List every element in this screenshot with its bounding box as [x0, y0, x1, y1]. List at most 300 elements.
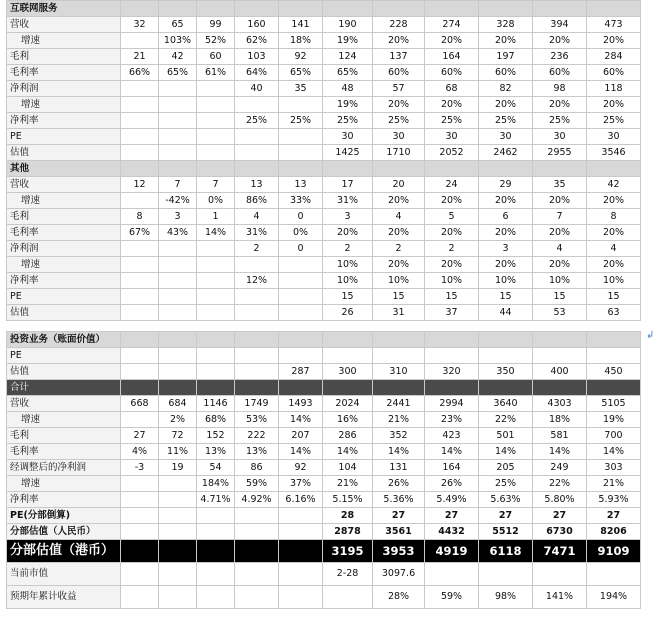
- table-cell[interactable]: 5512: [479, 524, 533, 540]
- table-cell[interactable]: 152: [197, 428, 235, 444]
- table-cell[interactable]: [159, 508, 197, 524]
- table-cell[interactable]: 205: [479, 460, 533, 476]
- table-cell[interactable]: 0: [279, 241, 323, 257]
- table-cell[interactable]: [121, 305, 159, 321]
- table-cell[interactable]: 0%: [279, 225, 323, 241]
- table-cell[interactable]: [197, 145, 235, 161]
- table-cell[interactable]: [235, 257, 279, 273]
- table-cell[interactable]: 2%: [159, 412, 197, 428]
- table-cell[interactable]: 7471: [533, 540, 587, 563]
- table-cell[interactable]: 1146: [197, 396, 235, 412]
- table-cell[interactable]: 23%: [425, 412, 479, 428]
- table-cell[interactable]: 184%: [197, 476, 235, 492]
- table-cell[interactable]: 2024: [323, 396, 373, 412]
- table-cell[interactable]: 394: [533, 17, 587, 33]
- table-cell[interactable]: 350: [479, 364, 533, 380]
- table-cell[interactable]: 118: [587, 81, 641, 97]
- table-cell[interactable]: [533, 321, 587, 332]
- table-cell[interactable]: 60%: [479, 65, 533, 81]
- table-cell[interactable]: [425, 348, 479, 364]
- table-cell[interactable]: [279, 145, 323, 161]
- table-cell[interactable]: 26: [323, 305, 373, 321]
- table-cell[interactable]: 1: [197, 209, 235, 225]
- table-cell[interactable]: [121, 257, 159, 273]
- table-cell[interactable]: [197, 332, 235, 348]
- table-cell[interactable]: [159, 364, 197, 380]
- table-cell[interactable]: 4: [587, 241, 641, 257]
- table-cell[interactable]: [279, 161, 323, 177]
- table-cell[interactable]: 20%: [587, 33, 641, 49]
- table-cell[interactable]: [159, 161, 197, 177]
- table-cell[interactable]: 581: [533, 428, 587, 444]
- table-cell[interactable]: [159, 129, 197, 145]
- table-cell[interactable]: 19%: [587, 412, 641, 428]
- table-cell[interactable]: 6730: [533, 524, 587, 540]
- table-cell[interactable]: 27: [425, 508, 479, 524]
- table-cell[interactable]: 2: [373, 241, 425, 257]
- table-cell[interactable]: 10%: [323, 273, 373, 289]
- row-label[interactable]: 净利率: [7, 273, 121, 289]
- table-cell[interactable]: [279, 321, 323, 332]
- row-label[interactable]: 净利润: [7, 81, 121, 97]
- row-label[interactable]: PE: [7, 129, 121, 145]
- table-cell[interactable]: 27: [587, 508, 641, 524]
- table-cell[interactable]: 44: [479, 305, 533, 321]
- table-cell[interactable]: 65%: [159, 65, 197, 81]
- table-cell[interactable]: [479, 563, 533, 586]
- table-cell[interactable]: [197, 129, 235, 145]
- table-cell[interactable]: 13: [235, 177, 279, 193]
- table-cell[interactable]: 31%: [235, 225, 279, 241]
- table-cell[interactable]: 62%: [235, 33, 279, 49]
- table-cell[interactable]: 1425: [323, 145, 373, 161]
- table-cell[interactable]: [279, 273, 323, 289]
- table-cell[interactable]: [235, 586, 279, 609]
- table-cell[interactable]: 5.80%: [533, 492, 587, 508]
- table-cell[interactable]: 137: [373, 49, 425, 65]
- table-cell[interactable]: 60: [197, 49, 235, 65]
- table-cell[interactable]: 18%: [533, 412, 587, 428]
- table-cell[interactable]: [587, 348, 641, 364]
- table-cell[interactable]: 5.36%: [373, 492, 425, 508]
- table-cell[interactable]: [587, 380, 641, 396]
- table-cell[interactable]: 20%: [587, 97, 641, 113]
- table-cell[interactable]: 27: [373, 508, 425, 524]
- table-cell[interactable]: 14%: [373, 444, 425, 460]
- table-cell[interactable]: [235, 380, 279, 396]
- table-cell[interactable]: 92: [279, 49, 323, 65]
- table-cell[interactable]: 7: [197, 177, 235, 193]
- table-cell[interactable]: [279, 1, 323, 17]
- table-cell[interactable]: [197, 241, 235, 257]
- table-cell[interactable]: 20: [373, 177, 425, 193]
- table-cell[interactable]: 5.63%: [479, 492, 533, 508]
- table-cell[interactable]: 20%: [533, 193, 587, 209]
- table-cell[interactable]: 2955: [533, 145, 587, 161]
- table-cell[interactable]: 20%: [425, 225, 479, 241]
- table-cell[interactable]: 5.15%: [323, 492, 373, 508]
- table-cell[interactable]: 284: [587, 49, 641, 65]
- table-cell[interactable]: 30: [533, 129, 587, 145]
- table-cell[interactable]: [235, 129, 279, 145]
- table-cell[interactable]: [121, 540, 159, 563]
- table-cell[interactable]: 66%: [121, 65, 159, 81]
- table-cell[interactable]: [323, 348, 373, 364]
- table-cell[interactable]: 5: [425, 209, 479, 225]
- table-cell[interactable]: 4: [235, 209, 279, 225]
- table-cell[interactable]: [197, 321, 235, 332]
- table-cell[interactable]: [159, 476, 197, 492]
- table-cell[interactable]: [159, 321, 197, 332]
- table-cell[interactable]: 20%: [533, 33, 587, 49]
- table-cell[interactable]: [197, 257, 235, 273]
- table-cell[interactable]: 10%: [533, 273, 587, 289]
- table-cell[interactable]: 25%: [425, 113, 479, 129]
- table-cell[interactable]: 0: [279, 209, 323, 225]
- table-cell[interactable]: 60%: [425, 65, 479, 81]
- table-cell[interactable]: [279, 563, 323, 586]
- table-cell[interactable]: 160: [235, 17, 279, 33]
- table-cell[interactable]: 2052: [425, 145, 479, 161]
- table-cell[interactable]: [159, 257, 197, 273]
- table-cell[interactable]: 228: [373, 17, 425, 33]
- table-cell[interactable]: [197, 586, 235, 609]
- table-cell[interactable]: 30: [425, 129, 479, 145]
- table-cell[interactable]: 13%: [235, 444, 279, 460]
- table-cell[interactable]: [425, 380, 479, 396]
- table-cell[interactable]: [159, 380, 197, 396]
- table-cell[interactable]: 65: [159, 17, 197, 33]
- table-cell[interactable]: [197, 81, 235, 97]
- table-cell[interactable]: 8: [121, 209, 159, 225]
- table-cell[interactable]: 14%: [479, 444, 533, 460]
- table-cell[interactable]: 4303: [533, 396, 587, 412]
- table-cell[interactable]: [159, 332, 197, 348]
- table-cell[interactable]: 15: [323, 289, 373, 305]
- table-cell[interactable]: [159, 1, 197, 17]
- table-cell[interactable]: 197: [479, 49, 533, 65]
- table-cell[interactable]: 86%: [235, 193, 279, 209]
- table-cell[interactable]: 300: [323, 364, 373, 380]
- table-cell[interactable]: 286: [323, 428, 373, 444]
- table-cell[interactable]: 0%: [197, 193, 235, 209]
- table-cell[interactable]: [121, 508, 159, 524]
- table-cell[interactable]: 20%: [323, 225, 373, 241]
- table-cell[interactable]: 57: [373, 81, 425, 97]
- table-cell[interactable]: 3561: [373, 524, 425, 540]
- row-label[interactable]: 增速: [7, 476, 121, 492]
- table-cell[interactable]: 2: [425, 241, 479, 257]
- table-cell[interactable]: 3: [479, 241, 533, 257]
- table-cell[interactable]: 21: [121, 49, 159, 65]
- table-cell[interactable]: 59%: [425, 586, 479, 609]
- table-cell[interactable]: [197, 364, 235, 380]
- table-cell[interactable]: [235, 540, 279, 563]
- row-label[interactable]: 净利率: [7, 492, 121, 508]
- table-cell[interactable]: 2441: [373, 396, 425, 412]
- table-cell[interactable]: 236: [533, 49, 587, 65]
- row-label[interactable]: 营收: [7, 177, 121, 193]
- table-cell[interactable]: 20%: [533, 257, 587, 273]
- table-cell[interactable]: 20%: [479, 193, 533, 209]
- row-label[interactable]: PE: [7, 348, 121, 364]
- table-cell[interactable]: [235, 348, 279, 364]
- table-cell[interactable]: [159, 289, 197, 305]
- table-cell[interactable]: 21%: [373, 412, 425, 428]
- table-cell[interactable]: 63: [587, 305, 641, 321]
- table-cell[interactable]: 21%: [323, 476, 373, 492]
- table-cell[interactable]: [197, 380, 235, 396]
- table-cell[interactable]: 14%: [323, 444, 373, 460]
- table-cell[interactable]: 86: [235, 460, 279, 476]
- table-cell[interactable]: [587, 332, 641, 348]
- table-cell[interactable]: 30: [323, 129, 373, 145]
- table-cell[interactable]: [279, 305, 323, 321]
- table-cell[interactable]: [121, 289, 159, 305]
- table-cell[interactable]: 20%: [425, 257, 479, 273]
- table-cell[interactable]: 124: [323, 49, 373, 65]
- table-cell[interactable]: [323, 380, 373, 396]
- table-cell[interactable]: 249: [533, 460, 587, 476]
- table-cell[interactable]: 16%: [323, 412, 373, 428]
- table-cell[interactable]: 28: [323, 508, 373, 524]
- table-cell[interactable]: 303: [587, 460, 641, 476]
- table-cell[interactable]: [279, 540, 323, 563]
- table-cell[interactable]: 60%: [533, 65, 587, 81]
- table-cell[interactable]: 20%: [425, 193, 479, 209]
- table-cell[interactable]: 37: [425, 305, 479, 321]
- table-cell[interactable]: [425, 321, 479, 332]
- table-cell[interactable]: 19: [159, 460, 197, 476]
- table-cell[interactable]: 67%: [121, 225, 159, 241]
- table-cell[interactable]: [235, 524, 279, 540]
- table-cell[interactable]: [121, 492, 159, 508]
- table-cell[interactable]: 98%: [479, 586, 533, 609]
- table-cell[interactable]: [373, 380, 425, 396]
- table-cell[interactable]: 42: [587, 177, 641, 193]
- table-cell[interactable]: 12%: [235, 273, 279, 289]
- table-cell[interactable]: [323, 1, 373, 17]
- row-label[interactable]: 估值: [7, 145, 121, 161]
- table-cell[interactable]: [197, 113, 235, 129]
- table-cell[interactable]: [279, 348, 323, 364]
- table-cell[interactable]: 104: [323, 460, 373, 476]
- table-cell[interactable]: [197, 540, 235, 563]
- table-cell[interactable]: 27: [533, 508, 587, 524]
- table-cell[interactable]: [121, 273, 159, 289]
- table-cell[interactable]: [197, 508, 235, 524]
- table-cell[interactable]: 31%: [323, 193, 373, 209]
- table-cell[interactable]: [533, 1, 587, 17]
- table-cell[interactable]: 684: [159, 396, 197, 412]
- table-cell[interactable]: 20%: [479, 97, 533, 113]
- table-cell[interactable]: [479, 161, 533, 177]
- table-cell[interactable]: 3097.6: [373, 563, 425, 586]
- table-cell[interactable]: 25%: [533, 113, 587, 129]
- table-cell[interactable]: [373, 161, 425, 177]
- table-cell[interactable]: 2462: [479, 145, 533, 161]
- table-cell[interactable]: 20%: [587, 193, 641, 209]
- table-cell[interactable]: 15: [587, 289, 641, 305]
- table-cell[interactable]: 20%: [373, 257, 425, 273]
- table-cell[interactable]: 43%: [159, 225, 197, 241]
- table-cell[interactable]: 190: [323, 17, 373, 33]
- table-cell[interactable]: 9109: [587, 540, 641, 563]
- table-cell[interactable]: [235, 1, 279, 17]
- table-cell[interactable]: [279, 524, 323, 540]
- row-label[interactable]: 增速: [7, 193, 121, 209]
- table-cell[interactable]: 400: [533, 364, 587, 380]
- table-cell[interactable]: 29: [479, 177, 533, 193]
- table-cell[interactable]: 1710: [373, 145, 425, 161]
- table-cell[interactable]: 14%: [197, 225, 235, 241]
- row-label[interactable]: 增速: [7, 33, 121, 49]
- table-cell[interactable]: [479, 332, 533, 348]
- table-cell[interactable]: 3: [159, 209, 197, 225]
- table-cell[interactable]: [279, 508, 323, 524]
- table-cell[interactable]: 65%: [279, 65, 323, 81]
- table-cell[interactable]: [159, 492, 197, 508]
- table-cell[interactable]: [121, 33, 159, 49]
- row-label[interactable]: 毛利: [7, 49, 121, 65]
- table-cell[interactable]: 17: [323, 177, 373, 193]
- row-label[interactable]: 营收: [7, 396, 121, 412]
- table-cell[interactable]: 25%: [279, 113, 323, 129]
- table-cell[interactable]: 53: [533, 305, 587, 321]
- table-cell[interactable]: 25%: [323, 113, 373, 129]
- table-cell[interactable]: 54: [197, 460, 235, 476]
- table-cell[interactable]: 59%: [235, 476, 279, 492]
- table-cell[interactable]: 25%: [235, 113, 279, 129]
- table-cell[interactable]: [159, 348, 197, 364]
- table-cell[interactable]: 28%: [373, 586, 425, 609]
- table-cell[interactable]: [479, 348, 533, 364]
- table-cell[interactable]: 4: [533, 241, 587, 257]
- table-cell[interactable]: [279, 332, 323, 348]
- row-label[interactable]: 当前市值: [7, 563, 121, 586]
- row-label[interactable]: 增速: [7, 97, 121, 113]
- table-cell[interactable]: [587, 321, 641, 332]
- table-cell[interactable]: 4432: [425, 524, 479, 540]
- table-cell[interactable]: [159, 524, 197, 540]
- table-cell[interactable]: 7: [533, 209, 587, 225]
- table-cell[interactable]: 141: [279, 17, 323, 33]
- row-label[interactable]: 经调整后的净利润: [7, 460, 121, 476]
- table-cell[interactable]: [279, 289, 323, 305]
- table-cell[interactable]: -42%: [159, 193, 197, 209]
- table-cell[interactable]: 24: [425, 177, 479, 193]
- table-cell[interactable]: 4.92%: [235, 492, 279, 508]
- table-cell[interactable]: 30: [479, 129, 533, 145]
- table-cell[interactable]: [197, 524, 235, 540]
- table-cell[interactable]: 13: [279, 177, 323, 193]
- table-cell[interactable]: 5105: [587, 396, 641, 412]
- table-cell[interactable]: [235, 145, 279, 161]
- table-cell[interactable]: 20%: [587, 225, 641, 241]
- table-cell[interactable]: [425, 1, 479, 17]
- table-cell[interactable]: [121, 586, 159, 609]
- table-cell[interactable]: [159, 305, 197, 321]
- table-cell[interactable]: 328: [479, 17, 533, 33]
- row-label[interactable]: 毛利: [7, 209, 121, 225]
- table-cell[interactable]: 14%: [279, 444, 323, 460]
- table-cell[interactable]: [587, 161, 641, 177]
- table-cell[interactable]: 20%: [373, 225, 425, 241]
- table-cell[interactable]: [197, 305, 235, 321]
- table-cell[interactable]: [121, 193, 159, 209]
- table-cell[interactable]: 72: [159, 428, 197, 444]
- table-cell[interactable]: 20%: [425, 33, 479, 49]
- row-label[interactable]: 分部估值（人民币）: [7, 524, 121, 540]
- table-cell[interactable]: 30: [373, 129, 425, 145]
- row-label[interactable]: 毛利: [7, 428, 121, 444]
- table-cell[interactable]: 2878: [323, 524, 373, 540]
- table-cell[interactable]: 2: [235, 241, 279, 257]
- table-cell[interactable]: [121, 476, 159, 492]
- table-cell[interactable]: 287: [279, 364, 323, 380]
- table-cell[interactable]: 1749: [235, 396, 279, 412]
- table-cell[interactable]: 4919: [425, 540, 479, 563]
- table-cell[interactable]: [479, 1, 533, 17]
- table-cell[interactable]: 22%: [533, 476, 587, 492]
- table-cell[interactable]: [533, 161, 587, 177]
- table-cell[interactable]: 7: [159, 177, 197, 193]
- row-label[interactable]: PE(分部倒算): [7, 508, 121, 524]
- table-cell[interactable]: 15: [479, 289, 533, 305]
- table-cell[interactable]: 52%: [197, 33, 235, 49]
- table-cell[interactable]: [197, 161, 235, 177]
- table-cell[interactable]: 27: [479, 508, 533, 524]
- row-label[interactable]: 预期年累计收益: [7, 586, 121, 609]
- table-cell[interactable]: 35: [279, 81, 323, 97]
- table-cell[interactable]: 2-28: [323, 563, 373, 586]
- table-cell[interactable]: 26%: [373, 476, 425, 492]
- table-cell[interactable]: 20%: [479, 257, 533, 273]
- table-cell[interactable]: 14%: [533, 444, 587, 460]
- table-cell[interactable]: 20%: [533, 97, 587, 113]
- table-cell[interactable]: [121, 81, 159, 97]
- table-cell[interactable]: 700: [587, 428, 641, 444]
- table-cell[interactable]: 164: [425, 460, 479, 476]
- table-cell[interactable]: 13%: [197, 444, 235, 460]
- table-cell[interactable]: 20%: [587, 257, 641, 273]
- row-label[interactable]: 增速: [7, 412, 121, 428]
- table-cell[interactable]: [279, 380, 323, 396]
- table-cell[interactable]: [279, 129, 323, 145]
- table-cell[interactable]: 26%: [425, 476, 479, 492]
- table-cell[interactable]: [159, 97, 197, 113]
- row-label[interactable]: 合计: [7, 380, 121, 396]
- table-cell[interactable]: 352: [373, 428, 425, 444]
- table-cell[interactable]: [159, 586, 197, 609]
- table-cell[interactable]: [479, 321, 533, 332]
- row-label[interactable]: 净利率: [7, 113, 121, 129]
- table-cell[interactable]: 501: [479, 428, 533, 444]
- table-cell[interactable]: 141%: [533, 586, 587, 609]
- table-cell[interactable]: [323, 586, 373, 609]
- table-cell[interactable]: 68: [425, 81, 479, 97]
- table-cell[interactable]: 92: [279, 460, 323, 476]
- table-cell[interactable]: 60%: [587, 65, 641, 81]
- table-cell[interactable]: [121, 1, 159, 17]
- table-cell[interactable]: 25%: [373, 113, 425, 129]
- table-cell[interactable]: 1493: [279, 396, 323, 412]
- table-cell[interactable]: [121, 348, 159, 364]
- table-cell[interactable]: [121, 145, 159, 161]
- table-cell[interactable]: [279, 586, 323, 609]
- table-cell[interactable]: [235, 321, 279, 332]
- table-cell[interactable]: 10%: [425, 273, 479, 289]
